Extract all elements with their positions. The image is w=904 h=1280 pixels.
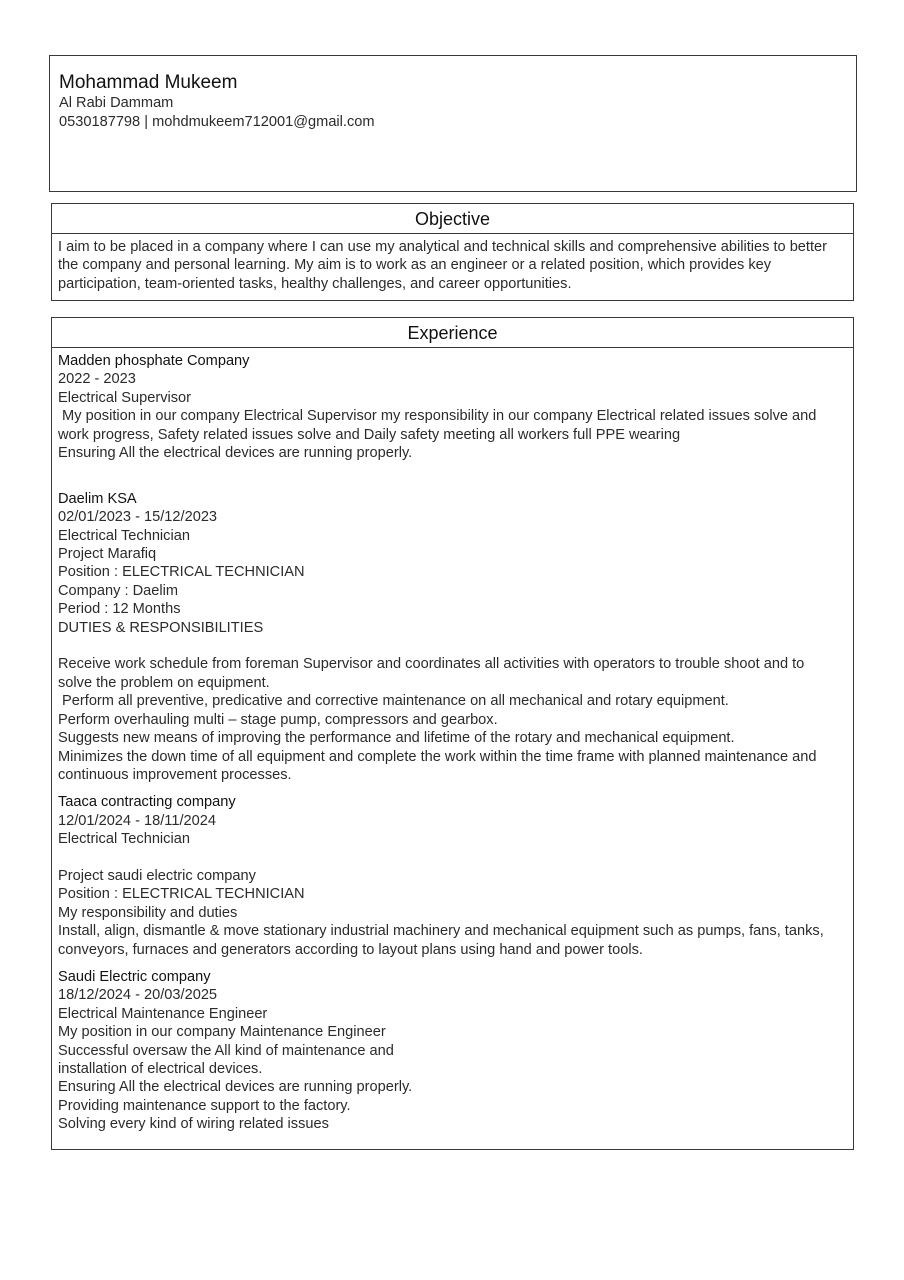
objective-text: [52, 234, 853, 293]
job-detail-line: Company : Daelim: [58, 582, 179, 599]
job-detail-line: continuous improvement processes.: [58, 766, 292, 783]
job-detail-line: 18/12/2024 - 20/03/2025: [58, 987, 218, 1004]
objective-line: participation, team-oriented tasks, healthy challenges, and career opportunities.: [58, 275, 572, 292]
job-detail-line: My position in our company Maintenance Engineer: [58, 1024, 386, 1041]
job-detail-line: Ensuring All the electrical devices are running properly.: [58, 445, 413, 462]
job-detail-line: installation of electrical devices.: [58, 1060, 263, 1077]
candidate-name: Mohammad Mukeem: [59, 72, 238, 93]
job-detail-line: Project saudi electric company: [58, 867, 256, 884]
section-title-objective: Objective: [52, 204, 853, 234]
job-detail-line: 2022 - 2023: [58, 371, 136, 388]
job-detail-line: Install, align, dismantle & move stationary industrial machinery and mechanical equipment such as pumps, fans, tanks,: [58, 923, 824, 940]
job-detail-line: Providing maintenance support to the factory.: [58, 1097, 351, 1114]
job-detail-line: Perform overhauling multi – stage pump, compressors and gearbox.: [58, 711, 498, 728]
job-detail-line: Position : ELECTRICAL TECHNICIAN: [58, 564, 305, 581]
job-detail-line: Project Marafiq: [58, 546, 157, 563]
experience-section: [51, 317, 854, 1150]
job-detail-line: work progress, Safety related issues solve and Daily safety meeting all workers full PPE wearing: [58, 426, 681, 443]
job-detail-line: solve the problem on equipment.: [58, 674, 270, 691]
job-detail-line: [58, 462, 847, 480]
job-detail-line: Position : ELECTRICAL TECHNICIAN: [58, 886, 305, 903]
objective-section: [51, 203, 854, 301]
job-detail-line: My position in our company Electrical Supervisor my responsibility in our company Electrical related issues solve and: [58, 408, 817, 425]
job-detail-line: Successful oversaw the All kind of maintenance and: [58, 1042, 394, 1059]
job-detail-line: Suggests new means of improving the performance and lifetime of the rotary and mechanical equipment.: [58, 730, 735, 747]
job-company: Daelim KSA: [58, 490, 137, 507]
job-detail-line: My responsibility and duties: [58, 904, 238, 921]
job-entry: [58, 490, 847, 784]
job-company: Madden phosphate Company: [58, 353, 250, 369]
job-detail-line: Period : 12 Months: [58, 601, 181, 618]
objective-line: the company and personal learning. My aim is to work as an engineer or a related position, which provides key: [58, 257, 772, 274]
candidate-contact: 0530187798 | mohdmukeem712001@gmail.com: [59, 113, 375, 130]
candidate-location: Al Rabi Dammam: [59, 95, 174, 111]
job-detail-line: DUTIES & RESPONSIBILITIES: [58, 619, 264, 636]
job-detail-line: Electrical Technician: [58, 527, 190, 544]
job-entry: [58, 352, 847, 481]
job-detail-line: Minimizes the down time of all equipment and complete the work within the time frame with planned maintenance and: [58, 748, 817, 765]
job-detail-line: Receive work schedule from foreman Supervisor and coordinates all activities with operators to trouble shoot and to: [58, 656, 805, 673]
job-detail-line: Perform all preventive, predicative and corrective maintenance on all mechanical and rotary equipment.: [58, 693, 729, 710]
job-detail-line: conveyors, furnaces and generators according to layout plans using hand and power tools.: [58, 941, 643, 958]
experience-list: [52, 348, 853, 1134]
job-detail-line: Electrical Technician: [58, 831, 190, 848]
job-detail-line: 02/01/2023 - 15/12/2023: [58, 509, 218, 526]
job-detail-line: Electrical Maintenance Engineer: [58, 1005, 268, 1022]
job-entry: [58, 793, 847, 959]
section-title-experience: Experience: [52, 318, 853, 348]
objective-line: I aim to be placed in a company where I can use my analytical and technical skills and comprehensive abilities to better: [58, 239, 828, 255]
job-company: Saudi Electric company: [58, 968, 211, 985]
job-detail-line: 12/01/2024 - 18/11/2024: [58, 812, 216, 829]
job-detail-line: [58, 637, 847, 655]
job-detail-line: Electrical Supervisor: [58, 389, 192, 406]
resume-header: [49, 55, 857, 192]
job-detail-line: Ensuring All the electrical devices are running properly.: [58, 1079, 413, 1096]
job-detail-line: [58, 849, 847, 867]
job-entry: [58, 968, 847, 1134]
job-detail-line: Solving every kind of wiring related issues: [58, 1116, 329, 1133]
job-company: Taaca contracting company: [58, 794, 236, 811]
